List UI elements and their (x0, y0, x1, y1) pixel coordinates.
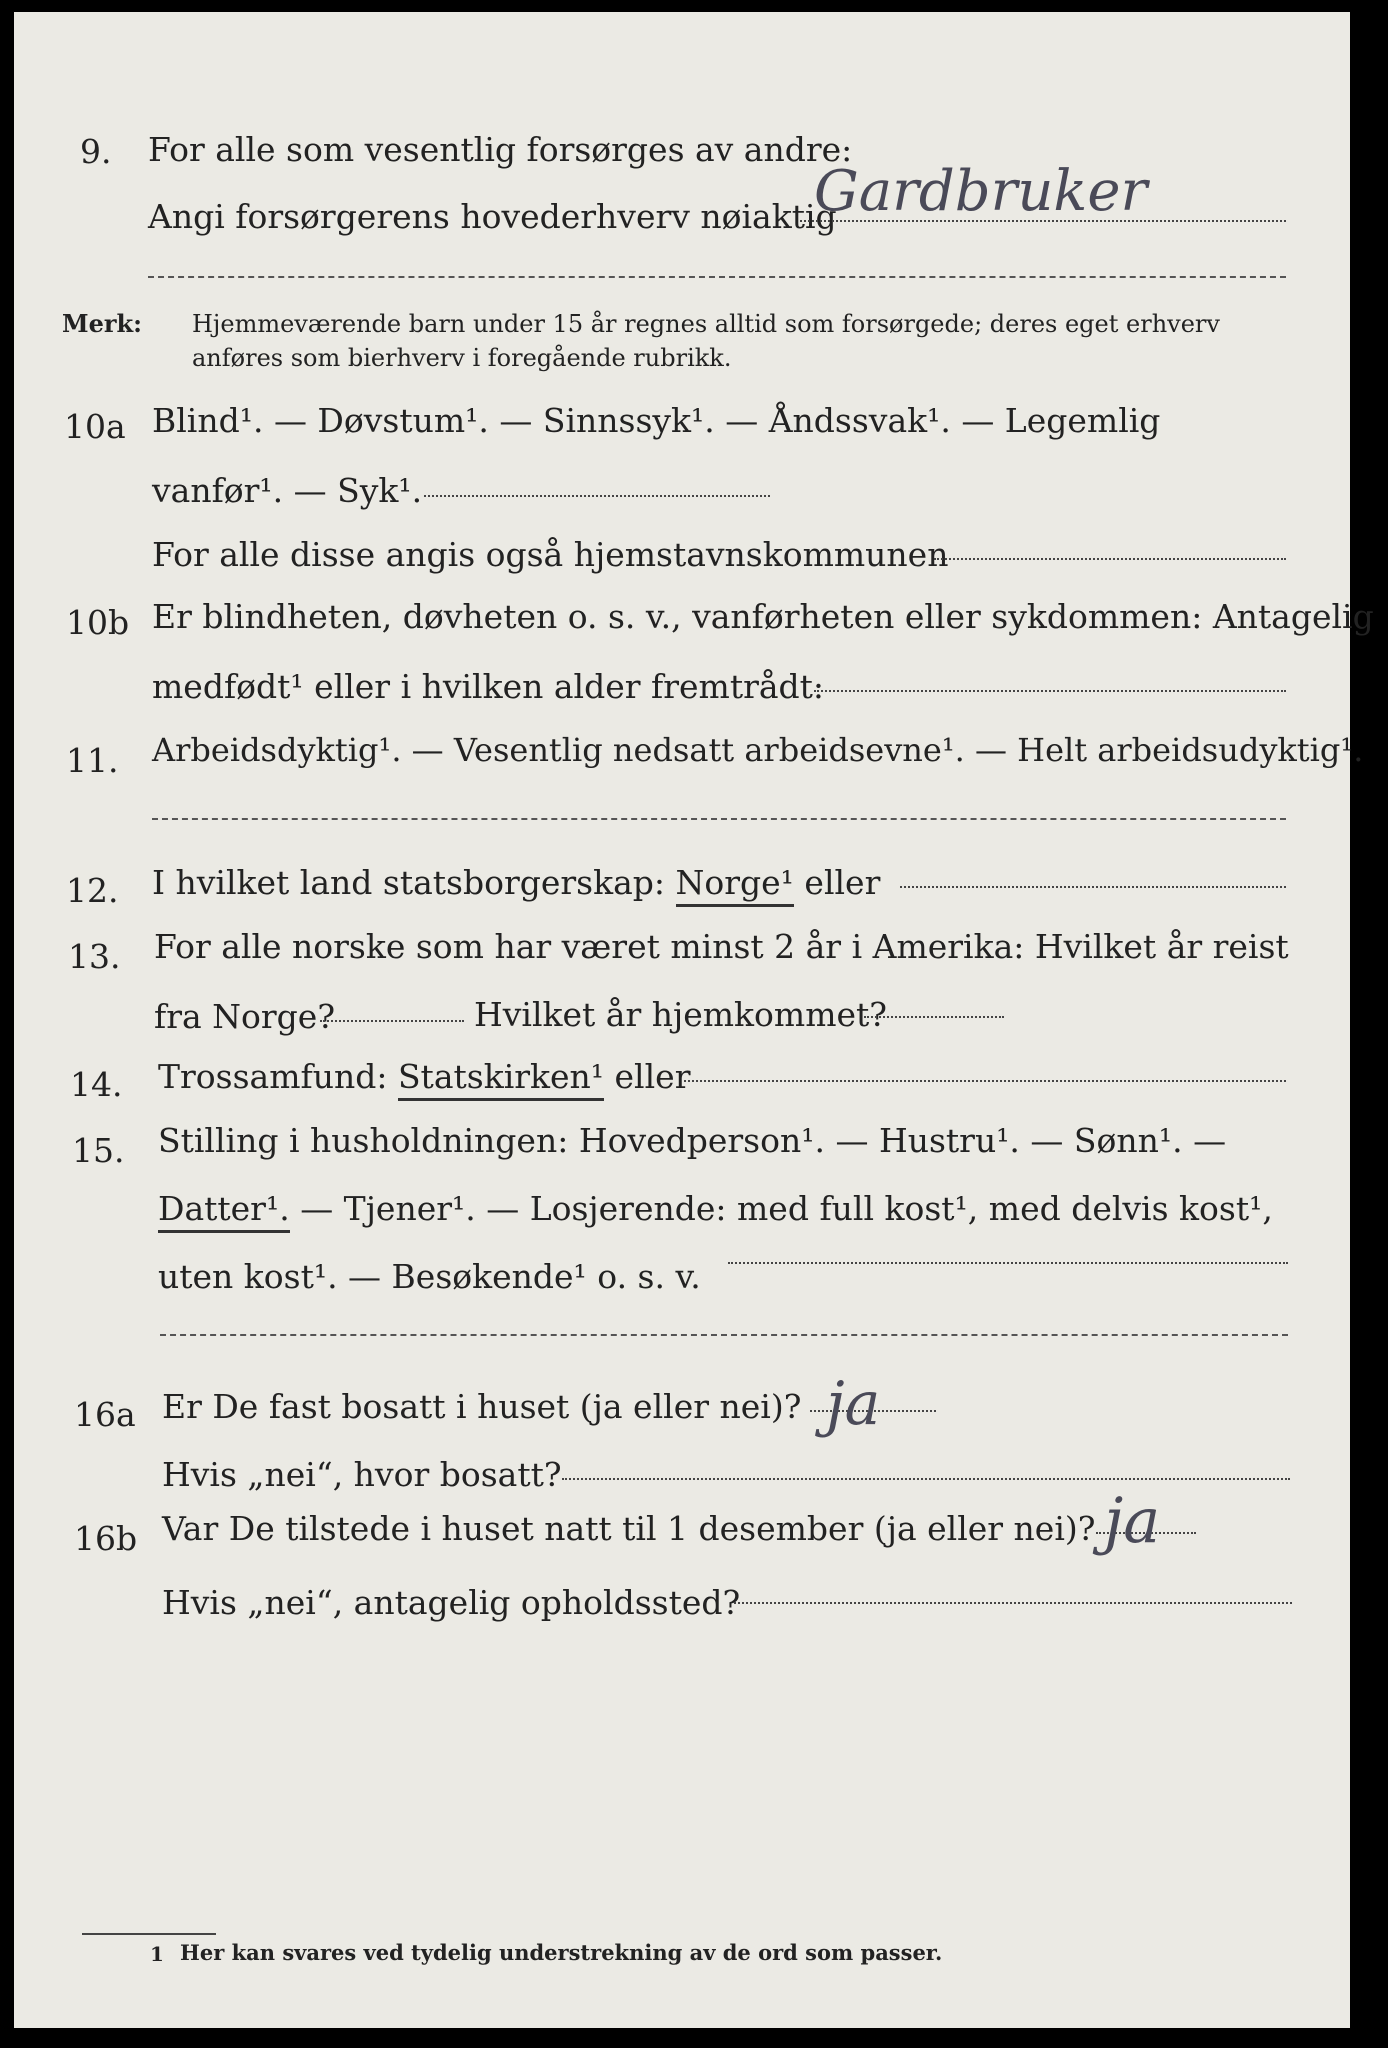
q15-line2-rest: — Tjener¹. — Losjerende: med full kost¹, med delvis kost¹, (300, 1189, 1273, 1228)
q16b-line1: Var De tilstede i huset natt til 1 desember (ja eller nei)? (162, 1509, 1096, 1548)
q12-prefix: I hvilket land statsborgerskap: (152, 863, 666, 902)
q12-underlined-norge: Norge¹ (676, 863, 794, 907)
q16b-number: 16b (74, 1519, 138, 1558)
merk-line2: anføres som bierhverv i foregående rubrikk. (192, 344, 732, 372)
q16b-handwritten-answer: ja (1104, 1484, 1161, 1557)
merk-line1: Hjemmeværende barn under 15 år regnes alltid som forsørgede; deres eget erhverv (192, 310, 1220, 338)
q15-extra-line[interactable] (160, 1334, 1288, 1336)
q10b-answer-line[interactable] (814, 690, 1286, 692)
q15-underlined-datter: Datter¹. (158, 1189, 290, 1233)
q15-answer-line[interactable] (728, 1262, 1288, 1264)
q10b-line2: medfødt¹ eller i hvilken alder fremtrådt: (152, 667, 825, 706)
q10a-number: 10a (64, 407, 126, 446)
q14-prefix: Trossamfund: (158, 1057, 388, 1096)
footnote-text: Her kan svares ved tydelig understrekning av de ord som passer. (180, 1940, 943, 1965)
q11-line1: Arbeidsdyktig¹. — Vesentlig nedsatt arbeidsevne¹. — Helt arbeidsudyktig¹. (152, 731, 1364, 769)
q14-text (158, 1057, 691, 1096)
footnote-mark: 1 (150, 1942, 164, 1966)
q10a-kommune-line[interactable] (934, 558, 1286, 560)
merk-label: Merk: (62, 309, 142, 338)
q16a-line2: Hvis „nei“, hvor bosatt? (162, 1455, 562, 1494)
q12-number: 12. (66, 871, 119, 910)
q10a-line2: vanfør¹. — Syk¹. (152, 471, 423, 510)
q14-underlined-statskirken: Statskirken¹ (398, 1057, 604, 1101)
q10a-line1: Blind¹. — Døvstum¹. — Sinnssyk¹. — Åndssvak¹. — Legemlig (152, 401, 1161, 440)
q10b-line1: Er blindheten, døvheten o. s. v., vanførheten eller sykdommen: Antagelig (152, 597, 1374, 636)
q13-reist-line[interactable] (320, 1020, 464, 1022)
q16b-opholdssted-line[interactable] (734, 1602, 1292, 1604)
q15-line1: Stilling i husholdningen: Hovedperson¹. — Hustru¹. — Sønn¹. — (158, 1121, 1227, 1160)
q14-number: 14. (70, 1065, 123, 1104)
q15-line2 (158, 1189, 1273, 1228)
footnote-rule (82, 1933, 216, 1935)
q13-hjemkommet-line[interactable] (864, 1016, 1004, 1018)
q16b-line2: Hvis „nei“, antagelig opholdssted? (162, 1583, 741, 1622)
census-form-page (14, 12, 1374, 2028)
q12-answer-line[interactable] (900, 886, 1286, 888)
q13-number: 13. (68, 937, 121, 976)
q14-suffix: eller (614, 1057, 691, 1096)
q15-number: 15. (72, 1131, 125, 1170)
q16a-bosatt-line[interactable] (562, 1478, 1290, 1480)
q10a-line3: For alle disse angis også hjemstavnskommunen (152, 535, 949, 574)
q9-extra-line[interactable] (148, 276, 1286, 278)
q16a-handwritten-answer: ja (826, 1369, 881, 1439)
q13-line2b: Hvilket år hjemkommet? (474, 995, 887, 1034)
q9-handwritten-answer: Gardbruker (814, 159, 1148, 224)
q13-line1: For alle norske som har været minst 2 år i Amerika: Hvilket år reist (154, 927, 1289, 966)
q11-number: 11. (66, 741, 119, 780)
q9-line2: Angi forsørgerens hovederhverv nøiaktig (148, 197, 837, 236)
q14-answer-line[interactable] (684, 1080, 1286, 1082)
q12-suffix: eller (804, 863, 881, 902)
q9-number: 9. (80, 132, 112, 171)
q16a-line1: Er De fast bosatt i huset (ja eller nei)? (162, 1387, 802, 1426)
q11-answer-line[interactable] (152, 818, 1286, 820)
q16a-number: 16a (74, 1395, 136, 1434)
q9-line1: For alle som vesentlig forsørges av andre: (148, 130, 853, 169)
q12-text (152, 863, 881, 902)
q10b-number: 10b (66, 603, 130, 642)
q15-line3: uten kost¹. — Besøkende¹ o. s. v. (158, 1257, 701, 1296)
q10a-sick-line[interactable] (424, 495, 770, 497)
q13-line2a: fra Norge? (154, 997, 336, 1036)
